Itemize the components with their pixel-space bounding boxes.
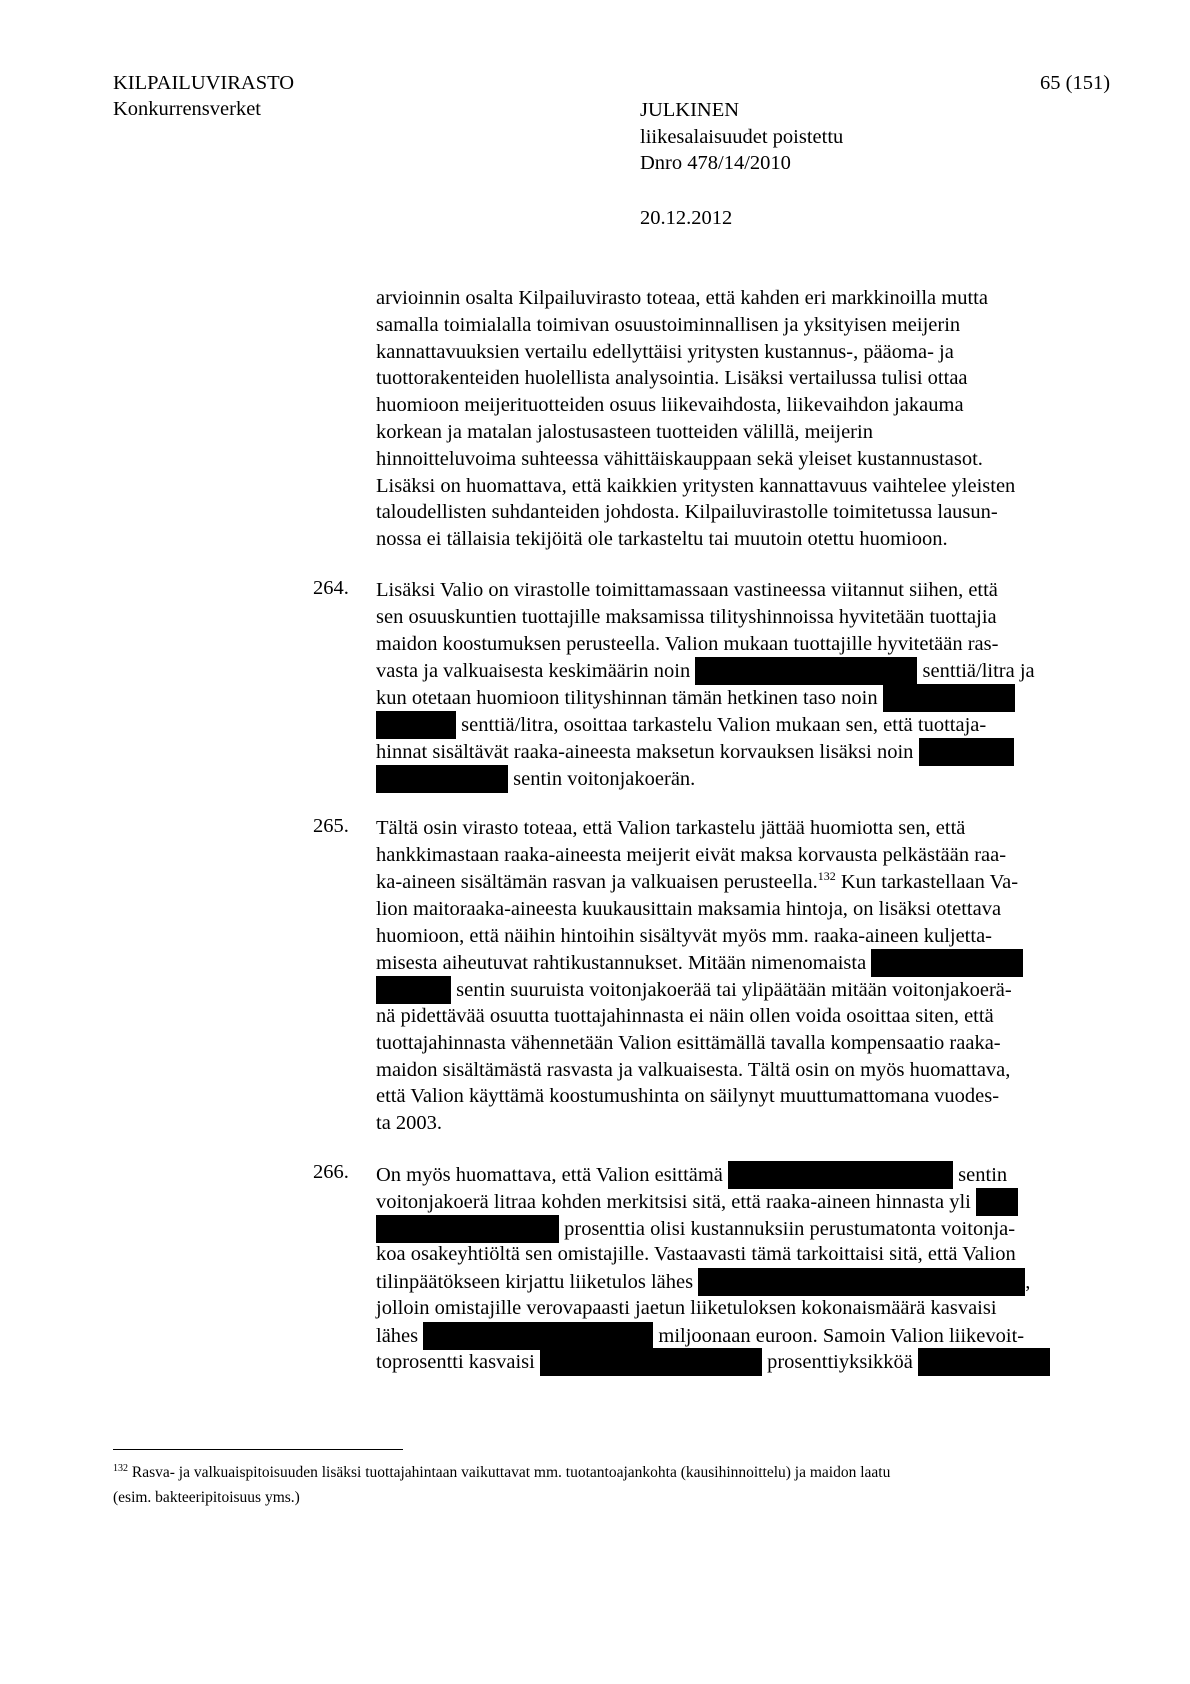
redaction-note: liikesalaisuudet poistettu (640, 125, 844, 148)
text-segment: tilinpäätökseen kirjattu liiketulos lähes (376, 1271, 694, 1294)
redaction-box (376, 765, 508, 793)
text-line (376, 1268, 1096, 1295)
redaction-box (871, 949, 1023, 977)
redaction-box (883, 684, 1015, 712)
paragraph-266 (313, 1160, 1096, 1375)
text-segment: voitonjakoerä litraa kohden merkitsisi sitä, että raaka-aineen hinnasta yli (376, 1190, 971, 1213)
text-segment: hinnat sisältävät raaka-aineesta maksetun korvauksen lisäksi noin (376, 740, 914, 763)
text-segment: sentin voitonjakoerän. (513, 767, 696, 790)
paragraph-264 (313, 576, 1096, 791)
document-date: 20.12.2012 (640, 207, 733, 229)
text-line: tuottajahinnasta vähennetään Valion esittämällä tavalla kompensaatio raaka- (376, 1031, 1001, 1054)
text-line: hankkimastaan raaka-aineesta meijerit eivät maksa korvausta pelkästään raa- (376, 844, 1007, 867)
footnote-number: 132 (113, 1462, 128, 1474)
redaction-box (695, 657, 917, 685)
header-meta (640, 97, 843, 177)
text-line (376, 949, 1096, 976)
org-name-finnish: KILPAILUVIRASTO (113, 72, 295, 94)
text-line: Tältä osin virasto toteaa, että Valion tarkastelu jättää huomiotta sen, että (376, 817, 966, 840)
text-line: huomioon meijerituotteiden osuus liikevaihdosta, liikevaihdon jakauma (376, 394, 964, 417)
text-segment: kun otetaan huomioon tilityshinnan tämän hetkinen taso noin (376, 687, 878, 710)
text-line (376, 684, 1096, 711)
footnote (113, 1460, 1113, 1510)
text-line: nossa ei tällaisia tekijöitä ole tarkasteltu tai muutoin otettu huomioon. (376, 528, 948, 551)
text-line: arvioinnin osalta Kilpailuvirasto toteaa, että kahden eri markkinoilla mutta (376, 287, 988, 309)
text-line: huomioon, että näihin hintoihin sisältyvät myös mm. raaka-aineen kuljetta- (376, 924, 993, 947)
text-line: koa osakeyhtiöltä sen omistajille. Vastaavasti tämä tarkoittaisi sitä, että Valion (376, 1243, 1016, 1266)
footnote-separator (113, 1449, 403, 1450)
classification: JULKINEN (640, 99, 740, 121)
text-line: taloudellisten suhdanteiden johdosta. Kilpailuvirastolle toimitetussa lausun- (376, 501, 998, 524)
redaction-box (376, 976, 451, 1004)
text-line: hinnoitteluvoima suhteessa vähittäiskauppaan sekä yleiset kustannustasot. (376, 447, 983, 470)
redaction-box (976, 1188, 1018, 1216)
page-number: 65 (151) (1040, 72, 1111, 94)
text-segment: toprosentti kasvaisi (376, 1351, 535, 1374)
text-line (376, 711, 1096, 738)
text-line (376, 1348, 1096, 1375)
document-body (313, 285, 1096, 1399)
redaction-box (540, 1348, 762, 1376)
text-line: maidon koostumuksen perusteella. Valion mukaan tuottajille hyvitetään ras- (376, 632, 999, 655)
text-segment: prosenttiyksikköä (767, 1351, 913, 1374)
text-segment: vasta ja valkuaisesta keskimäärin noin (376, 660, 691, 683)
text-line: lion maitoraaka-aineesta kuukausittain maksamia hintoja, on lisäksi otettava (376, 897, 1002, 920)
header-organization (113, 70, 294, 122)
footnote-line: (esim. bakteeripitoisuus yms.) (113, 1489, 300, 1506)
text-line (376, 1188, 1096, 1215)
text-line: tuottorakenteiden huolellista analysointia. Lisäksi vertailussa tulisi ottaa (376, 367, 968, 390)
text-segment: On myös huomattava, että Valion esittämä (376, 1163, 723, 1186)
text-line: samalla toimialalla toimivan osuustoiminnallisen ja yksityisen meijerin (376, 313, 961, 336)
text-line (376, 765, 1096, 792)
footnote-line (113, 1460, 1113, 1485)
text-line: että Valion käyttämä koostumushinta on säilynyt muuttumattomana vuodes- (376, 1085, 1000, 1108)
text-segment: Kun tarkastellaan Va- (835, 870, 1019, 893)
paragraph-265 (313, 815, 1096, 1137)
redaction-box (376, 711, 456, 739)
text-segment: , (1025, 1271, 1031, 1294)
paragraph-intro (376, 285, 1096, 553)
text-line: kannattavuuksien vertailu edellyttäisi yritysten kustannus-, pääoma- ja (376, 340, 954, 363)
text-line: korkean ja matalan jalostusasteen tuotteiden välillä, meijerin (376, 420, 873, 443)
text-line: Lisäksi on huomattava, että kaikkien yritysten kannattavuus vaihtelee yleisten (376, 474, 1016, 497)
redaction-box (376, 1215, 559, 1243)
text-line (376, 1322, 1096, 1349)
text-segment: misesta aiheutuvat rahtikustannukset. Mitään nimenomaista (376, 952, 867, 975)
text-line (376, 738, 1096, 765)
text-segment: sentin suuruista voitonjakoerää tai ylipäätään mitään voitonjakoerä- (456, 979, 1012, 1002)
text-segment: senttiä/litra, osoittaa tarkastelu Valion mukaan sen, että tuottaja- (461, 713, 987, 736)
text-line: nä pidettävää osuutta tuottajahinnasta ei näin ollen voida osoittaa siten, että (376, 1004, 994, 1027)
text-line: maidon sisältämästä rasvasta ja valkuaisesta. Tältä osin on myös huomattava, (376, 1058, 1011, 1081)
paragraph-number: 266. (313, 1160, 349, 1183)
footnote-reference[interactable]: 132 (817, 869, 836, 884)
text-line: ta 2003. (376, 1112, 443, 1135)
paragraph-number: 265. (313, 815, 349, 838)
text-line (376, 657, 1096, 684)
redaction-box (423, 1322, 653, 1350)
org-name-swedish: Konkurrensverket (113, 98, 262, 120)
text-line (376, 1215, 1096, 1242)
redaction-box (698, 1268, 1025, 1296)
text-line (376, 869, 1096, 896)
text-segment: lähes (376, 1324, 419, 1347)
redaction-box (728, 1161, 953, 1189)
redaction-box (918, 1348, 1050, 1376)
text-line: jolloin omistajille verovapaasti jaetun liiketuloksen kokonaismäärä kasvaisi (376, 1296, 997, 1319)
text-segment: prosenttia olisi kustannuksiin perustumatonta voitonja- (564, 1217, 1016, 1240)
diary-number: Dnro 478/14/2010 (640, 152, 791, 174)
text-line: Lisäksi Valio on virastolle toimittamassaan vastineessa viitannut siihen, että (376, 578, 998, 601)
footnote-text: Rasva- ja valkuaispitoisuuden lisäksi tuottajahintaan vaikuttavat mm. tuotantoajankohta (kausihinnoittelu) ja maidon laatu (128, 1464, 891, 1481)
text-segment: sentin (958, 1163, 1008, 1186)
text-segment: miljoonaan euroon. Samoin Valion liikevoit- (658, 1324, 1025, 1347)
text-segment: senttiä/litra ja (922, 660, 1035, 683)
text-line (376, 976, 1096, 1003)
text-segment: ka-aineen sisältämän rasvan ja valkuaisen perusteella. (376, 870, 818, 893)
text-line (376, 1161, 1096, 1188)
redaction-box (919, 738, 1014, 766)
text-line: sen osuuskuntien tuottajille maksamissa tilityshinnoissa hyvitetään tuottajia (376, 605, 997, 628)
paragraph-number: 264. (313, 576, 349, 599)
